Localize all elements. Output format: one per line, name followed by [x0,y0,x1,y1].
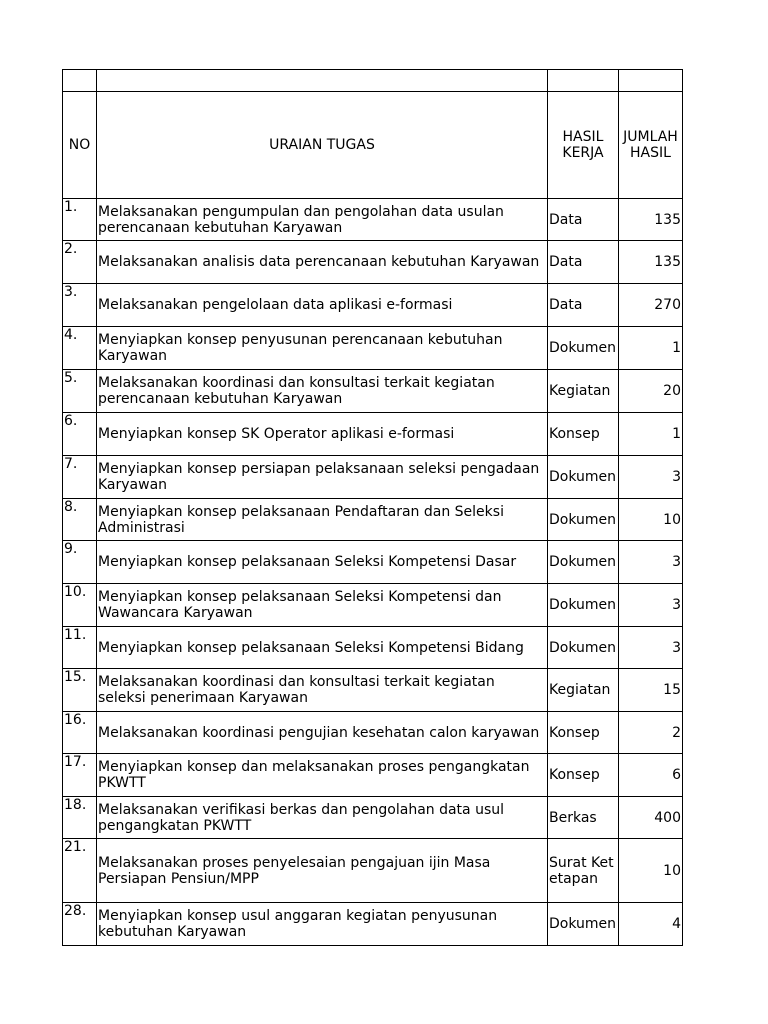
work-result[interactable]: Dokumen [548,456,619,499]
row-number[interactable]: 9. [63,541,97,584]
result-amount[interactable]: 4 [619,903,683,946]
work-result[interactable]: Dokumen [548,584,619,627]
work-result[interactable]: Data [548,284,619,327]
table-row [63,499,683,541]
task-description[interactable]: Melaksanakan koordinasi dan konsultasi terkait kegiatan seleksi penerimaan Karyawan [97,669,548,712]
blank-cell[interactable] [97,70,548,92]
header-hasil-kerja[interactable]: HASIL KERJA [548,92,619,199]
work-result[interactable]: Kegiatan [548,370,619,413]
work-result[interactable]: Konsep [548,413,619,456]
table-row [63,541,683,584]
result-amount[interactable]: 3 [619,541,683,584]
work-result[interactable]: Dokumen [548,541,619,584]
work-result[interactable]: Konsep [548,712,619,754]
header-jumlah-hasil[interactable]: JUMLAH HASIL [619,92,683,199]
row-number[interactable]: 15. [63,669,97,712]
task-description[interactable]: Menyiapkan konsep pelaksanaan Seleksi Kompetensi Bidang [97,627,548,669]
row-number[interactable]: 5. [63,370,97,413]
work-result[interactable]: Dokumen [548,627,619,669]
row-number[interactable]: 7. [63,456,97,499]
task-description[interactable]: Melaksanakan koordinasi dan konsultasi terkait kegiatan perencanaan kebutuhan Karyawan [97,370,548,413]
work-result[interactable]: Berkas [548,797,619,839]
work-result[interactable]: Dokumen [548,903,619,946]
blank-cell[interactable] [619,70,683,92]
result-amount[interactable]: 135 [619,241,683,284]
header-row [63,92,683,199]
result-amount[interactable]: 400 [619,797,683,839]
table-row [63,199,683,241]
header-uraian-tugas[interactable]: URAIAN TUGAS [97,92,548,199]
task-description[interactable]: Menyiapkan konsep dan melaksanakan proses pengangkatan PKWTT [97,754,548,797]
row-number[interactable]: 11. [63,627,97,669]
task-description[interactable]: Menyiapkan konsep pelaksanaan Seleksi Kompetensi Dasar [97,541,548,584]
task-description[interactable]: Melaksanakan koordinasi pengujian kesehatan calon karyawan [97,712,548,754]
work-result[interactable]: Data [548,241,619,284]
work-result[interactable]: Dokumen [548,327,619,370]
row-number[interactable]: 2. [63,241,97,284]
result-amount[interactable]: 1 [619,327,683,370]
row-number[interactable]: 8. [63,499,97,541]
header-no[interactable]: NO [63,92,97,199]
blank-cell[interactable] [548,70,619,92]
table-row [63,456,683,499]
table-row [63,241,683,284]
task-description[interactable]: Melaksanakan pengelolaan data aplikasi e-formasi [97,284,548,327]
result-amount[interactable]: 10 [619,839,683,903]
task-description[interactable]: Menyiapkan konsep persiapan pelaksanaan seleksi pengadaan Karyawan [97,456,548,499]
table-row [63,797,683,839]
blank-row [63,70,683,92]
work-result[interactable]: Surat Ketetapan [548,839,619,903]
table-row [63,327,683,370]
row-number[interactable]: 6. [63,413,97,456]
table-row [63,839,683,903]
result-amount[interactable]: 3 [619,627,683,669]
table-row [63,669,683,712]
table-row [63,370,683,413]
task-description[interactable]: Melaksanakan proses penyelesaian pengajuan ijin Masa Persiapan Pensiun/MPP [97,839,548,903]
result-amount[interactable]: 2 [619,712,683,754]
task-description[interactable]: Menyiapkan konsep SK Operator aplikasi e-formasi [97,413,548,456]
work-result[interactable]: Data [548,199,619,241]
table-row [63,413,683,456]
blank-cell[interactable] [63,70,97,92]
table-row [63,754,683,797]
table-row [63,584,683,627]
row-number[interactable]: 18. [63,797,97,839]
table-row [63,627,683,669]
task-description[interactable]: Melaksanakan analisis data perencanaan kebutuhan Karyawan [97,241,548,284]
task-table [62,69,683,946]
row-number[interactable]: 17. [63,754,97,797]
table-row [63,284,683,327]
result-amount[interactable]: 6 [619,754,683,797]
row-number[interactable]: 10. [63,584,97,627]
row-number[interactable]: 28. [63,903,97,946]
row-number[interactable]: 16. [63,712,97,754]
task-description[interactable]: Menyiapkan konsep pelaksanaan Seleksi Kompetensi dan Wawancara Karyawan [97,584,548,627]
table-row [63,903,683,946]
result-amount[interactable]: 20 [619,370,683,413]
result-amount[interactable]: 270 [619,284,683,327]
row-number[interactable]: 1. [63,199,97,241]
result-amount[interactable]: 3 [619,456,683,499]
result-amount[interactable]: 10 [619,499,683,541]
task-description[interactable]: Melaksanakan verifikasi berkas dan pengolahan data usul pengangkatan PKWTT [97,797,548,839]
work-result[interactable]: Dokumen [548,499,619,541]
row-number[interactable]: 21. [63,839,97,903]
task-description[interactable]: Menyiapkan konsep penyusunan perencanaan kebutuhan Karyawan [97,327,548,370]
row-number[interactable]: 4. [63,327,97,370]
result-amount[interactable]: 15 [619,669,683,712]
row-number[interactable]: 3. [63,284,97,327]
task-description[interactable]: Menyiapkan konsep usul anggaran kegiatan penyusunan kebutuhan Karyawan [97,903,548,946]
task-description[interactable]: Menyiapkan konsep pelaksanaan Pendaftaran dan Seleksi Administrasi [97,499,548,541]
result-amount[interactable]: 135 [619,199,683,241]
work-result[interactable]: Kegiatan [548,669,619,712]
task-description[interactable]: Melaksanakan pengumpulan dan pengolahan data usulan perencanaan kebutuhan Karyawan [97,199,548,241]
work-result[interactable]: Konsep [548,754,619,797]
result-amount[interactable]: 1 [619,413,683,456]
table-row [63,712,683,754]
result-amount[interactable]: 3 [619,584,683,627]
